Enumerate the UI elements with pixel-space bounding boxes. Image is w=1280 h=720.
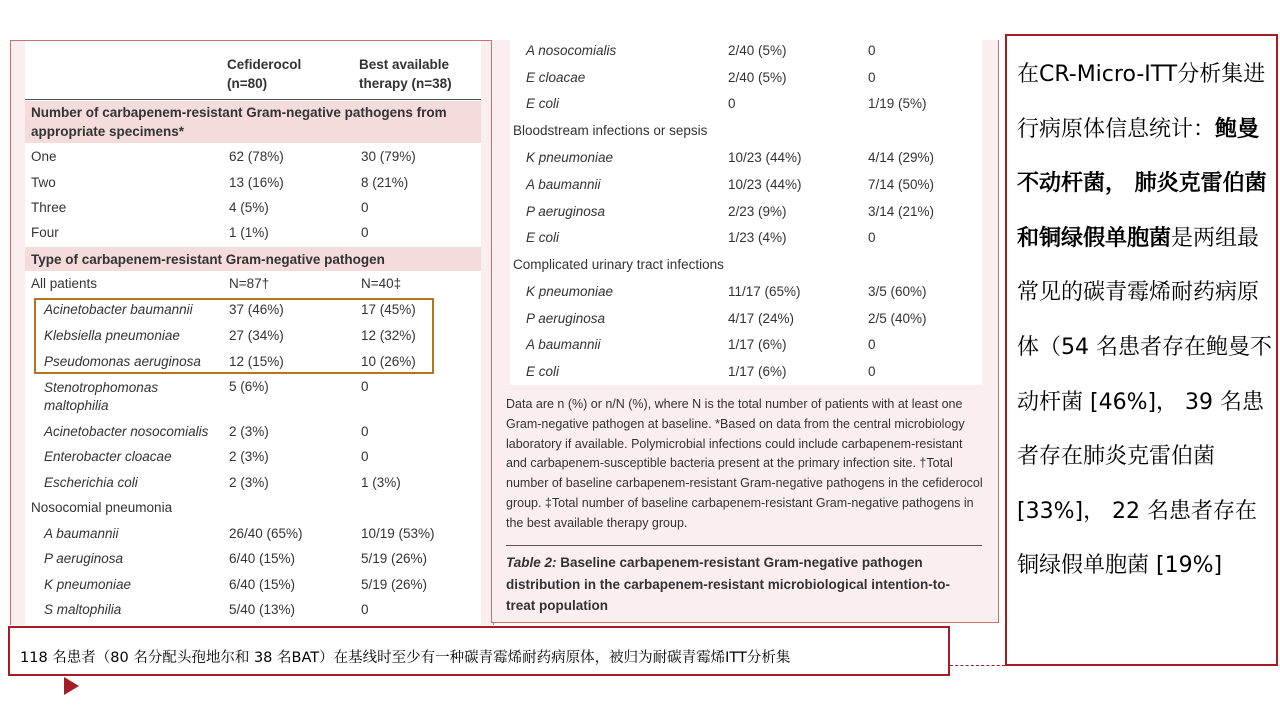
subsection-title: Bloodstream infections or sepsis (513, 123, 708, 138)
row-label: Acinetobacter baumannii (44, 302, 193, 317)
cell-cefiderocol: 13 (16%) (229, 175, 284, 190)
cell-bat: 0 (868, 337, 876, 352)
cell-cefiderocol: 2 (3%) (229, 449, 269, 464)
cell-bat: 0 (868, 230, 876, 245)
subsection-title: Complicated urinary tract infections (513, 257, 724, 272)
table-row (510, 361, 982, 385)
table-row (25, 598, 481, 622)
cell-cefiderocol: 6/40 (15%) (229, 551, 296, 566)
table-row (510, 174, 982, 198)
row-label: K pneumoniae (526, 284, 614, 299)
col-header-cefiderocol: Cefiderocol (n=80) (227, 57, 302, 91)
cell-cefiderocol: 26/40 (65%) (229, 526, 303, 541)
cell-bat: 0 (361, 449, 369, 464)
row-label: P aeruginosa (44, 551, 124, 566)
cell-bat: 5/19 (26%) (361, 577, 428, 592)
row-label: E coli (526, 364, 560, 379)
cell-bat: 10/19 (53%) (361, 526, 435, 541)
summary-intro: 在CR-Micro-ITT分析集进行病原体信息统计： (1017, 62, 1266, 142)
bottom-note-text: 118 名患者（80 名分配头孢地尔和 38 名BAT）在基线时至少有一种碳青霉烯耐药病原体，被归为耐碳青霉烯ITT分析集 (20, 650, 791, 666)
cell-cefiderocol: 1 (1%) (229, 225, 269, 240)
row-label: Three (31, 200, 67, 215)
table-row (25, 547, 481, 571)
row-label: Acinetobacter nosocomialis (44, 424, 209, 439)
cell-cefiderocol: 5/40 (13%) (229, 602, 296, 617)
cell-cefiderocol: 2/40 (5%) (728, 43, 787, 58)
table-row (510, 93, 982, 117)
subsection-title: Nosocomial pneumonia (31, 500, 173, 515)
table-row (510, 281, 982, 305)
table-row (510, 67, 982, 91)
table-row (25, 522, 481, 546)
cell-cefiderocol: N=87† (229, 276, 270, 291)
cell-bat: 4/14 (29%) (868, 150, 935, 165)
row-label: Stenotrophomonas maltophilia (44, 380, 159, 413)
cell-cefiderocol: 1/17 (6%) (728, 364, 787, 379)
cell-bat: 2/5 (40%) (868, 311, 927, 326)
cell-cefiderocol: 10/23 (44%) (728, 150, 802, 165)
cell-bat: 0 (361, 200, 369, 215)
middle-table-panel (491, 40, 999, 623)
table-row (25, 221, 481, 245)
summary-box (1005, 34, 1278, 666)
cell-bat: 0 (868, 70, 876, 85)
cell-cefiderocol: 2/40 (5%) (728, 70, 787, 85)
cell-bat: 1 (3%) (361, 475, 401, 490)
section-pathogen-count (25, 101, 481, 143)
cell-cefiderocol: 27 (34%) (229, 328, 284, 343)
row-label: K pneumoniae (44, 577, 132, 592)
summary-detail: 是两组最常见的碳青霉烯耐药病原体（54 名患者存在鲍曼不动杆菌 [46%]， 39 名患者存在肺炎克雷伯菌 [33%]， 22 名患者存在铜绿假单胞菌 [19%] (1017, 225, 1272, 579)
cell-bat: 7/14 (50%) (868, 177, 935, 192)
table-row (25, 171, 481, 195)
table-footnote: Data are n (%) or n/N (%), where N is the total number of patients with at least one Gram-negative pathogen at baseline. *Based on data from the central microbiology laboratory if available. Polymicrobial infections could include carbapenem-resistant and carbapenem-susceptible bacteria present at the primary infection site. †Total number of baseline carbapenem-resistant Gram-negative pathogens in the cefiderocol group. ‡Total number of baseline carbapenem-resistant Gram-negative pathogens in the best available therapy group. (506, 397, 983, 530)
cell-cefiderocol: 37 (46%) (229, 302, 284, 317)
table-row (25, 196, 481, 220)
cell-cefiderocol: 0 (728, 96, 736, 111)
cell-cefiderocol: 2 (3%) (229, 475, 269, 490)
cell-cefiderocol: 2/23 (9%) (728, 204, 787, 219)
cell-bat: 8 (21%) (361, 175, 409, 190)
row-label: E cloacae (526, 70, 586, 85)
subsection-nosocomial-pneumonia (25, 496, 481, 520)
row-label: E coli (526, 96, 560, 111)
table-row (25, 375, 481, 417)
row-label: Klebsiella pneumoniae (44, 328, 180, 343)
row-label: Escherichia coli (44, 475, 138, 490)
caption-divider (506, 545, 982, 546)
table-row (25, 471, 481, 495)
cell-bat: 0 (361, 602, 369, 617)
row-label: S maltophilia (44, 602, 122, 617)
table-row (25, 573, 481, 597)
dashed-connector (950, 665, 1005, 666)
table-row (510, 40, 982, 64)
table-row (510, 308, 982, 332)
row-label: Four (31, 225, 59, 240)
row-label: P aeruginosa (526, 311, 606, 326)
cell-cefiderocol: 4 (5%) (229, 200, 269, 215)
cell-bat: 12 (32%) (361, 328, 416, 343)
summary-text (1017, 48, 1275, 594)
table-row (25, 145, 481, 169)
play-arrow-icon (64, 677, 79, 695)
section-title: Type of carbapenem-resistant Gram-negative pathogen (31, 252, 385, 267)
row-label: P aeruginosa (526, 204, 606, 219)
cell-bat: 3/5 (60%) (868, 284, 927, 299)
table-row (25, 420, 481, 444)
cell-cefiderocol: 12 (15%) (229, 354, 284, 369)
cell-cefiderocol: 6/40 (15%) (229, 577, 296, 592)
row-label: One (31, 149, 57, 164)
col-header-bat: Best available therapy (n=38) (359, 57, 452, 91)
table-header-row (25, 53, 481, 100)
row-label: A baumannii (44, 526, 119, 541)
row-label: Two (31, 175, 56, 190)
cell-cefiderocol: 5 (6%) (229, 379, 269, 394)
table-row (510, 334, 982, 358)
caption-text: Baseline carbapenem-resistant Gram-negative pathogen distribution in the carbapenem-resistant microbiological intention-to-treat population (506, 555, 951, 613)
cell-bat: 0 (361, 225, 369, 240)
table-row (510, 227, 982, 251)
cell-bat: 3/14 (21%) (868, 204, 935, 219)
row-label: All patients (31, 276, 98, 291)
cell-bat: 30 (79%) (361, 149, 416, 164)
cell-cefiderocol: 1/17 (6%) (728, 337, 787, 352)
section-title: Number of carbapenem-resistant Gram-negative pathogens from appropriate specimens* (31, 105, 447, 139)
cell-bat: 5/19 (26%) (361, 551, 428, 566)
row-label: A baumannii (526, 177, 601, 192)
table-row (510, 147, 982, 171)
highlight-box-top-pathogens (34, 298, 434, 374)
cell-bat: 0 (361, 424, 369, 439)
cell-bat: 17 (45%) (361, 302, 416, 317)
cell-cefiderocol: 2 (3%) (229, 424, 269, 439)
cell-cefiderocol: 10/23 (44%) (728, 177, 802, 192)
table-caption (506, 552, 976, 617)
summary-highlight: 鲍曼不动杆菌， 肺炎克雷伯菌和铜绿假单胞菌 (1017, 116, 1267, 251)
section-pathogen-type (25, 247, 481, 271)
row-label: A baumannii (526, 337, 601, 352)
caption-label: Table 2: (506, 555, 557, 570)
cell-cefiderocol: 11/17 (65%) (728, 284, 801, 299)
row-label: A nosocomialis (526, 43, 617, 58)
table-row (510, 201, 982, 225)
cell-cefiderocol: 62 (78%) (229, 149, 284, 164)
cell-bat: 0 (361, 379, 369, 394)
cell-bat: 0 (868, 43, 876, 58)
cell-bat: 0 (868, 364, 876, 379)
row-label: E coli (526, 230, 560, 245)
bottom-note-box (8, 626, 950, 676)
table-row-all-patients (25, 272, 481, 296)
row-label: Pseudomonas aeruginosa (44, 354, 201, 369)
row-label: Enterobacter cloacae (44, 449, 172, 464)
cell-bat: 1/19 (5%) (868, 96, 927, 111)
cell-bat: N=40‡ (361, 276, 402, 291)
cell-cefiderocol: 4/17 (24%) (728, 311, 795, 326)
cell-cefiderocol: 1/23 (4%) (728, 230, 787, 245)
row-label: K pneumoniae (526, 150, 614, 165)
cell-bat: 10 (26%) (361, 354, 416, 369)
table-row (25, 445, 481, 469)
